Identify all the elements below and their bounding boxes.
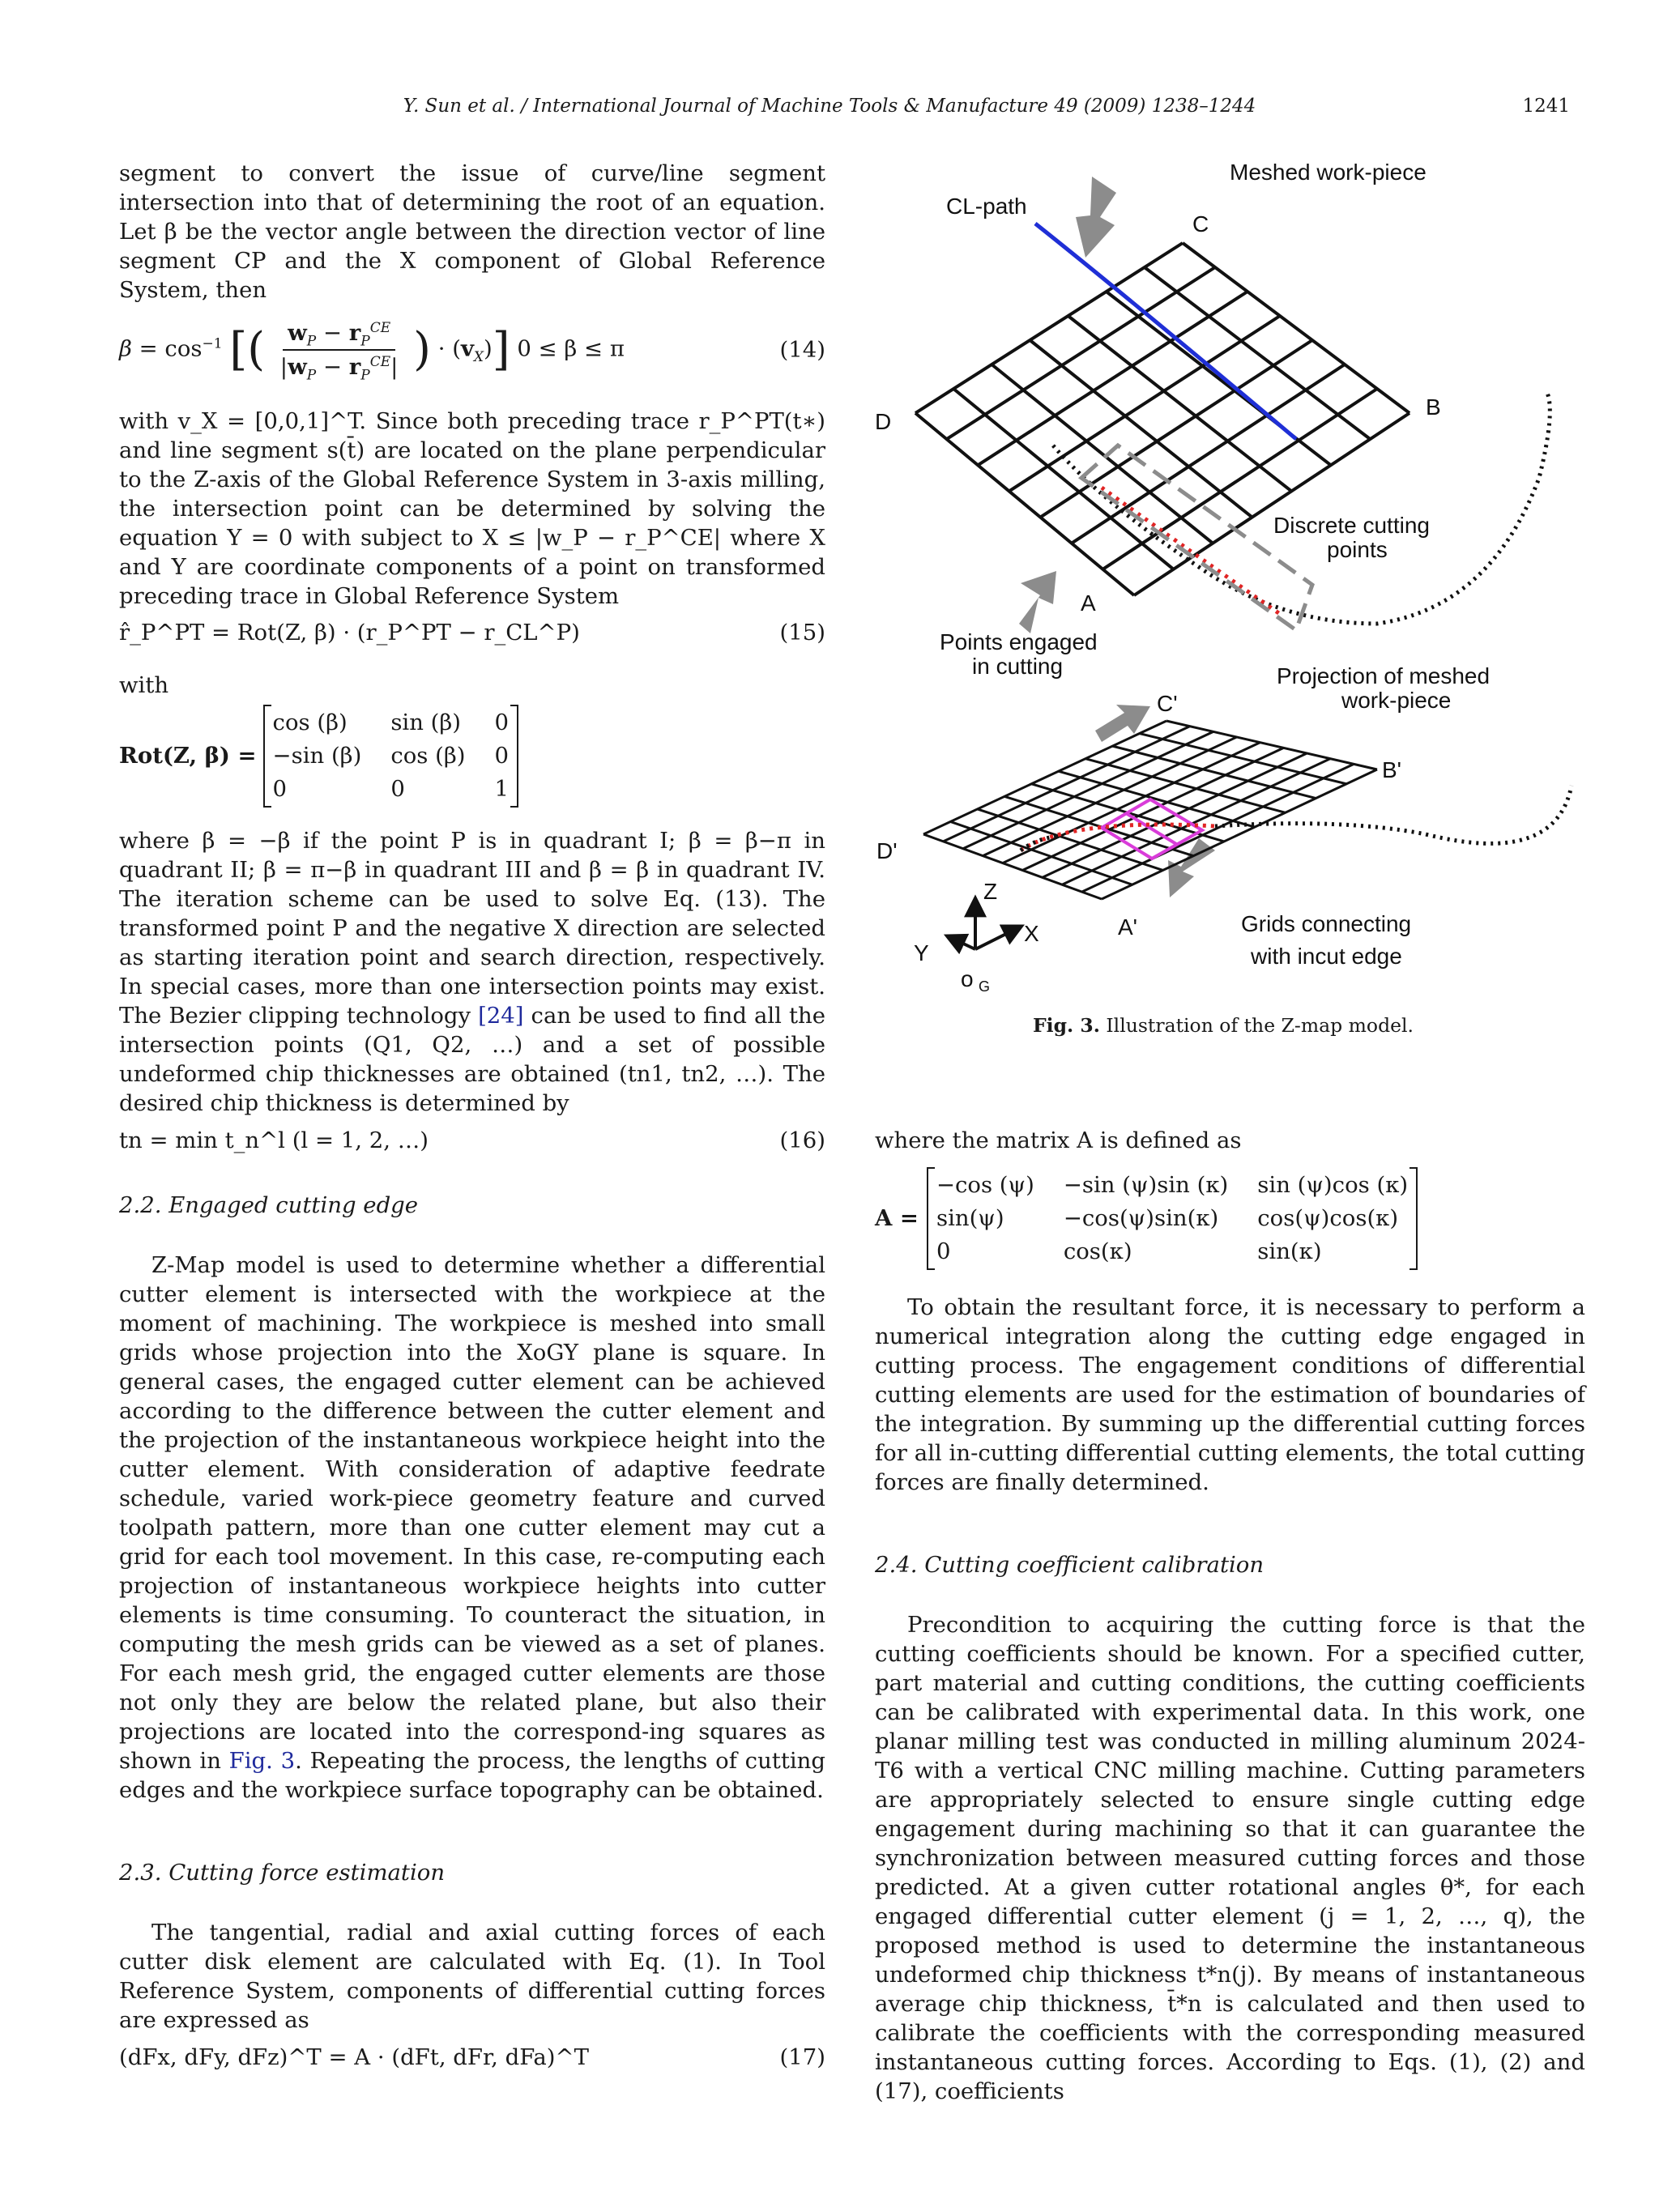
rot-matrix-cell: 0 <box>272 775 288 802</box>
ref-24-link[interactable]: [24] <box>478 1003 524 1029</box>
rot-matrix-cell: cos (β) <box>390 742 466 769</box>
eq17-number: (17) <box>779 2044 825 2070</box>
svg-text:G: G <box>979 978 991 995</box>
eq14-number: (14) <box>779 337 825 363</box>
projected-workpiece-grid <box>923 721 1377 899</box>
grid-line <box>943 727 1189 842</box>
grid-line <box>1022 748 1283 870</box>
rot-matrix-cell: −sin (β) <box>272 742 362 769</box>
grid-line <box>1140 734 1347 784</box>
grid-line <box>1166 721 1377 769</box>
a-matrix-cell: cos(ψ)cos(κ) <box>1257 1204 1399 1231</box>
grid-line <box>953 389 1173 569</box>
label-engaged-1: Points engaged <box>940 629 1098 654</box>
quadrant-text: where β = −β if the point P is in quadrant I; β = β−π in quadrant II; β = π−β in quadrant III and β = β in quadrant IV. The iteration scheme can be used to solve Eq. (13). The transformed point P and the negative X direction are selected as starting iteration point and search direction, respectively. In special cases, more than one intersection points may exist. The Bezier clipping technology <box>119 828 825 1029</box>
grid-line <box>1134 413 1410 595</box>
grid-line <box>978 292 1247 465</box>
label-b: B <box>1426 394 1441 420</box>
label-cl-path: CL-path <box>946 194 1027 219</box>
equation-17 <box>119 2039 825 2075</box>
word-with: with <box>119 672 169 698</box>
eq16-body: tn = min t_n^l (l = 1, 2, …) <box>119 1127 429 1153</box>
a-matrix-cell: −sin (ψ)sin (κ) <box>1063 1171 1229 1198</box>
rot-matrix-cell: sin (β) <box>390 709 462 735</box>
grid-line <box>1112 746 1316 798</box>
paragraph-calibration: Precondition to acquiring the cutting force is that the cutting coefficients should be known. For a specified cutter, part material and cutting conditions, the cutting coefficients can be calibrated with experimental data. In this work, one planar milling test was conducted in milling aluminum 2024-T6 with a vertical CNC milling machine. Cutting parameters are appropriately selected to ensure single cutting edge engagement during machining so that it can guarantee the synchronization between measured cutting forces and those predicted. At a given cutter rotational angles θ*, for each engaged differential cutter element (j = 1, 2, …, q), the proposed method is used to determine the instantaneous undeformed chip thickness t*n(j). By means of instantaneous average chip thickness, t̄*n is calculated and then used to calibrate the coefficients with the corresponding measured instantaneous cutting forces. According to Eqs. (1), (2) and (17), coefficients <box>875 1612 1585 2104</box>
paragraph-intro: segment to convert the issue of curve/line segment intersection into that of determining the root of an equation. Let β be the vector angle between the direction vector of line segment CP and the X component of Global Reference System, then <box>119 160 825 303</box>
quadrant-text-end: can be used to find all the intersection points (Q1, Q2, …) and a set of possible undeformed chip thicknesses are obtained (tn1, tn2, …). The desired chip thickness is determined by <box>119 1003 825 1116</box>
grid-line <box>992 364 1213 543</box>
a-matrix-cell: −cos(ψ)sin(κ) <box>1063 1204 1219 1231</box>
label-engaged-2: in cutting <box>972 654 1064 679</box>
caption-label: Fig. 3. <box>1032 1014 1100 1037</box>
rot-matrix-cell: cos (β) <box>272 709 348 735</box>
zmap-text-end: . Repeating the process, the lengths of cutting edges and the workpiece surface topography can be obtained. <box>119 1748 825 1803</box>
a-matrix-cell: sin(κ) <box>1257 1238 1322 1264</box>
zmap-text: Z-Map model is used to determine whether a differential cutter element is intersected with the workpiece at the moment of machining. The workpiece is meshed into small grids whose projection into the XoGY plane is square. In general cases, the engaged cutter element can be achieved according to the difference between the cutter element and the projection of the instantaneous workpiece height into the cutter element. With consideration of adaptive feedrate schedule, varied work-piece geometry feature and curved toolpath pattern, more than one cutter element may cut a grid for each tool movement. In this case, re-computing each projection of instantaneous workpiece heights into cutter elements is time consuming. To counteract the situation, in computing the mesh grids can be viewed as a set of planes. For each mesh grid, the engaged cutter elements are those not only they are below the related plane, but also their projections are located into the correspond-ing squares as shown in <box>119 1252 825 1774</box>
rot-matrix <box>263 705 518 808</box>
label-grids-2: with incut edge <box>1251 944 1402 969</box>
eq15-number: (15) <box>779 620 825 646</box>
paragraph-zmap <box>119 1251 825 1805</box>
label-d: D <box>875 409 892 434</box>
grid-line <box>1085 759 1286 813</box>
rot-matrix-cell: 0 <box>494 742 509 769</box>
paragraph-intersection: with v_X = [0,0,1]^T. Since both preceding trace r_P^PT(t∗) and line segment s(t̄) are located on the plane perpendicular to the Z-axis of the Global Reference System in 3-axis milling, the intersection point can be determined by solving the equation Y = 0 with subject to X ≤ |w_P − r_P^CE| where X and Y are coordinate components of a point on transformed preceding trace in Global Reference System <box>119 408 825 609</box>
grid-line <box>1059 771 1255 827</box>
a-matrix-cell: 0 <box>936 1238 951 1264</box>
label-d-prime: D' <box>876 838 898 863</box>
eq16-number: (16) <box>779 1127 825 1153</box>
label-c-prime: C' <box>1157 691 1178 716</box>
grid-line <box>1082 764 1354 892</box>
running-title: Y. Sun et al. / International Journal of Machine Tools & Manufacture 49 (2009) 1238–1244 <box>403 96 1256 117</box>
grid-line <box>915 413 1134 595</box>
eq14-condition: 0 ≤ β ≤ π <box>517 335 625 362</box>
a-matrix-cell: cos(κ) <box>1063 1238 1132 1264</box>
equation-16 <box>119 1123 825 1158</box>
a-matrix <box>927 1167 1418 1270</box>
arrow-meshed-icon <box>1076 177 1116 258</box>
caption-text: Illustration of the Z-map model. <box>1106 1014 1414 1037</box>
label-discrete-2: points <box>1327 537 1388 562</box>
section-2-2-heading: 2.2. Engaged cutting edge <box>119 1192 419 1218</box>
rot-matrix-cell: 0 <box>494 709 509 735</box>
equation-15 <box>119 614 825 651</box>
rot-matrix-cell: 0 <box>390 775 405 802</box>
grid-line <box>1107 292 1331 465</box>
grid-line <box>1102 769 1377 899</box>
label-x: X <box>1024 921 1039 946</box>
figure-caption <box>859 1014 1588 1037</box>
right-column <box>875 1126 1585 2106</box>
a-matrix-cell: −cos (ψ) <box>936 1171 1034 1198</box>
paragraph-forces: The tangential, radial and axial cutting forces of each cutter disk element are calculated with Eq. (1). In Tool Reference System, components of differential cutting forces are expressed as <box>119 1920 825 2033</box>
label-a: A <box>1081 590 1096 616</box>
axes-icon <box>948 899 1021 949</box>
incut-edge-dots <box>1021 786 1572 850</box>
eq17-body: (dFx, dFy, dFz)^T = A · (dFt, dFr, dFa)^T <box>119 2044 589 2070</box>
a-lhs: A = <box>875 1205 919 1231</box>
label-z: Z <box>983 879 998 904</box>
left-column <box>119 159 825 2075</box>
grid-line <box>1030 340 1252 518</box>
equation-14: $\beta = \cos^{-1}$ [( $\frac{w_P - r_P^{CE}}{|w_P - r_P^{CE}|}$ ) · $(v_X)$] 0 ≤ β ≤ π (14) <box>119 319 825 384</box>
label-grids-1: Grids connecting <box>1241 911 1412 936</box>
section-2-4-heading: 2.4. Cutting coefficient calibration <box>875 1552 1265 1578</box>
rot-lhs: Rot(Z, β) = <box>119 743 257 769</box>
label-c: C <box>1192 211 1209 237</box>
label-b-prime: B' <box>1382 757 1402 782</box>
equation-matrix-a <box>875 1161 1585 1275</box>
figure-3-zmap <box>859 154 1588 1077</box>
eq15-body: r̂_P^PT = Rot(Z, β) · (r_P^PT − r_CL^P) <box>119 620 580 646</box>
equation-rot <box>119 703 825 808</box>
label-og: o <box>961 966 974 991</box>
grid-line <box>1040 340 1312 518</box>
paragraph-integration: To obtain the resultant force, it is necessary to perform a numerical integration along the cutting edge engaged in cutting process. The engagement conditions of differential cutting elements are used for the estimation of boundaries of the integration. By summing up the differential cutting forces for all in-cutting differential cutting elements, the total cutting forces are finally determined. <box>875 1294 1585 1495</box>
grid-line <box>1145 267 1371 439</box>
page-number: 1241 <box>1522 96 1570 117</box>
a-matrix-cell: sin(ψ) <box>936 1204 1004 1231</box>
label-discrete-1: Discrete cutting <box>1273 513 1430 538</box>
rot-matrix-cell: 1 <box>494 775 509 802</box>
label-a-prime: A' <box>1118 914 1138 940</box>
label-y: Y <box>914 940 929 965</box>
grid-line <box>1183 243 1410 413</box>
fig3-link[interactable]: Fig. 3 <box>228 1748 296 1774</box>
arrow-discrete-icon <box>1019 571 1056 633</box>
label-meshed-workpiece: Meshed work-piece <box>1230 160 1427 185</box>
paragraph-matrix-a: where the matrix A is defined as <box>875 1127 1242 1153</box>
grid-line <box>915 243 1183 413</box>
a-matrix-cell: sin (ψ)cos (κ) <box>1257 1171 1409 1198</box>
running-header <box>0 96 1659 128</box>
label-projection-2: work-piece <box>1341 688 1452 713</box>
label-projection-1: Projection of meshed <box>1277 663 1491 688</box>
grid-line <box>947 267 1215 439</box>
paragraph-quadrant <box>119 826 825 1118</box>
arrow-projection-icon <box>1095 705 1150 742</box>
section-2-3-heading: 2.3. Cutting force estimation <box>119 1860 446 1886</box>
